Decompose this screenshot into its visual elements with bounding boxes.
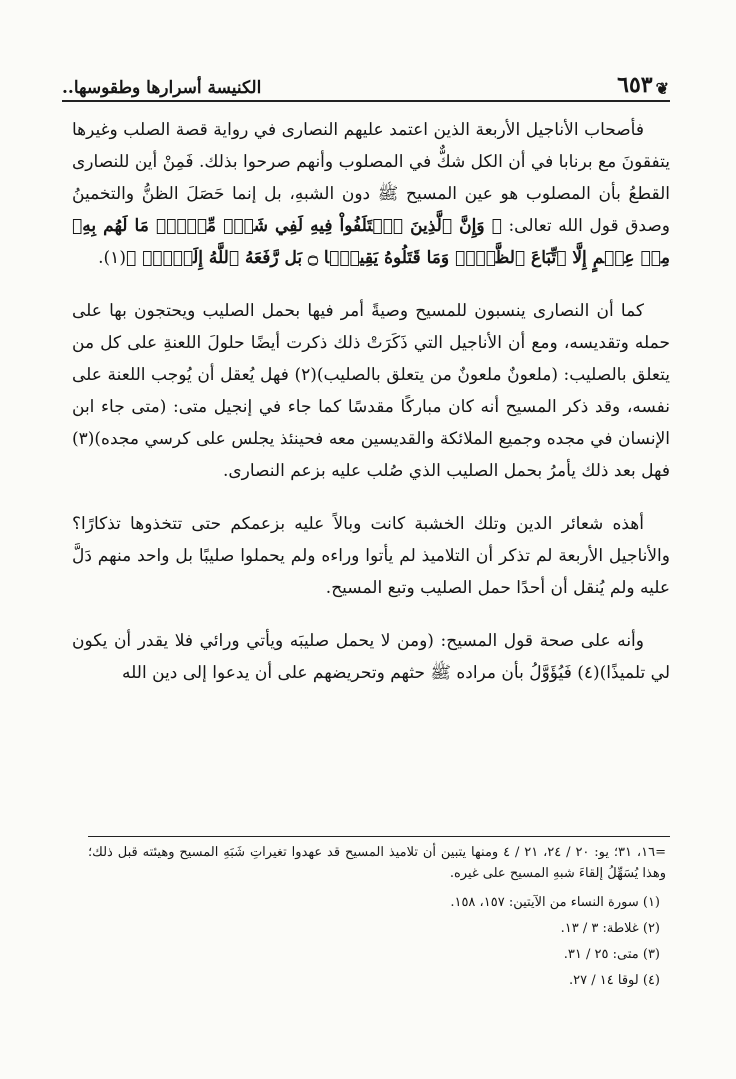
paragraph-1-text: فأصحاب الأناجيل الأربعة الذين اعتمد عليهم النصارى في رواية قصة الصلب وغيرها يتفقونَ مع برنابا في أن الكل شكٌّ في المصلوب وأنهم صرحوا بذلك. فَمِنْ أين للنصارى القطعُ بأن المصلوب هو عين المسيح ﷺ دون الشبهِ، بل إنما حَصَلَ الظنُّ والتخمينُ وصدق قول الله تعالى: — [72, 120, 670, 236]
footnote-3: (٣) متى: ٢٥ / ٣١. — [563, 947, 660, 962]
quran-verse: ﴿ وَإِنَّ ٱلَّذِينَ ٱخۡتَلَفُواْ فِيهِ لَفِي شَكّٖ مِّنۡهُۚ مَا لَهُم بِهِۦ مِنۡ عِلۡمٍ إِلَّا ٱتِّبَاعَ ٱلظَّنِّۚ وَمَا قَتَلُوهُ يَقِينَۢا ۝ بَل رَّفَعَهُ ٱللَّهُ إِلَيۡهِۚ ﴾ — [72, 216, 670, 268]
page-number-text: ٦٥٣ — [617, 72, 653, 98]
running-title: الكنيسة أسرارها وطقوسها.. — [62, 78, 262, 98]
main-text — [72, 114, 670, 710]
footnote-2: (٢) غلاطة: ٣ / ١٣. — [560, 921, 660, 936]
footnote-1: (١) سورة النساء من الآيتين: ١٥٧، ١٥٨. — [450, 895, 660, 910]
ornament-icon: ❦ — [655, 79, 670, 98]
footnote-continuation: =١٦، ٣١؛ يو: ٢٠ / ٢٤، ٢١ / ٤ ومنها يتبين أن تلاميذ المسيح قد عهدوا تغيراتِ شَبَهِ المسيح وهيئته قبل ذلك؛ وهذا يُسَهِّلُ إلقاءَ شبهِ المسيح على غيره. — [88, 845, 666, 881]
footnotes — [88, 842, 666, 994]
paragraph-1 — [72, 114, 670, 274]
paragraph-4: وأنه على صحة قول المسيح: (ومن لا يحمل صليبَه ويأتي ورائي فلا يقدر أن يكون لي تلميذًا)(٤) فَيُؤَوَّلُ بأن مراده ﷺ حثهم وتحريضهم على أن يدعوا إلى دين الله — [72, 631, 670, 683]
footnote-divider — [88, 836, 670, 837]
page-header — [62, 66, 670, 98]
header-divider — [62, 100, 670, 102]
paragraph-3: أهذه شعائر الدين وتلك الخشبة كانت وبالاً عليه بزعمكم حتى تتخذوها تذكارًا؟ والأناجيل الأربعة لم تذكر أن التلاميذ لم يأتوا وراءه ولم يحملوا صليبًا بل واحد منهم دَلَّ عليه ولم يُنقل أن أحدًا حمل الصليب وتبع المسيح. — [72, 514, 670, 598]
paragraph-2: كما أن النصارى ينسبون للمسيح وصيةً أمر فيها بحمل الصليب ويحتجون بها على حمله وتقديسه، ومع أن الأناجيل التي ذَكَرَتْ ذلك ذكرت أيضًا حلولَ اللعنةِ على كل من يتعلق بالصليب: (ملعونٌ ملعونٌ من يتعلق بالصليب)(٢) فهل يُعقل أن يُوجب اللعنة على نفسه، وقد ذكر المسيح أنه كان مباركًا مقدسًا كما جاء في إنجيل متى: (متى جاء ابن الإنسان في مجده وجميع الملائكة والقديسين معه فحينئذ يجلس على كرسي مجده)(٣) فهل بعد ذلك يأمرُ بحمل الصليب الذي صُلب عليه بزعم النصارى. — [72, 301, 670, 481]
footnote-ref-1: (١). — [98, 248, 126, 268]
footnote-4: (٤) لوقا ١٤ / ٢٧. — [569, 973, 660, 988]
page-number — [617, 72, 670, 98]
